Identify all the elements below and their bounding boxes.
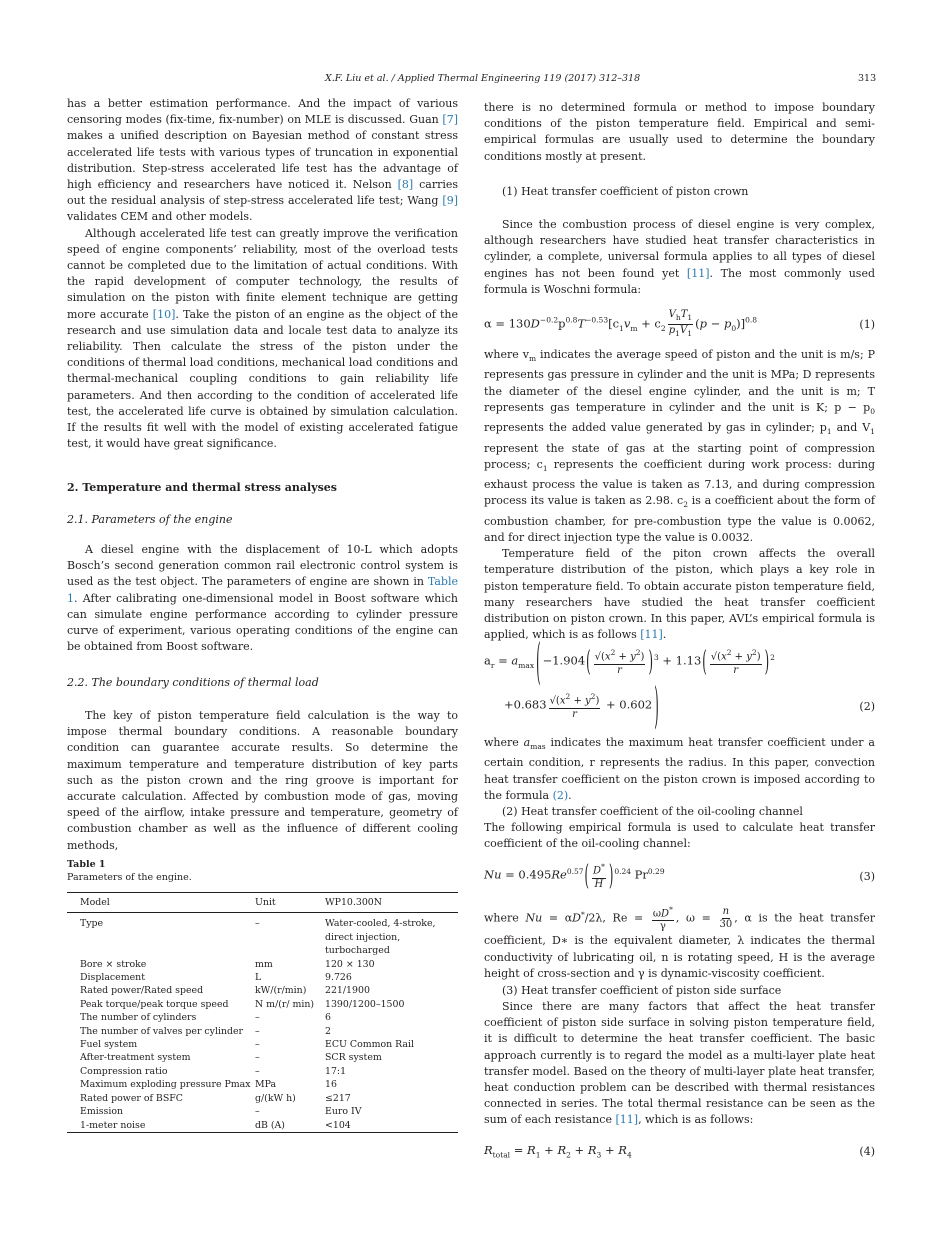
unit-cell: mm — [255, 958, 273, 970]
table-label: Table 1 — [67, 859, 106, 870]
superscript: −0.53 — [585, 315, 609, 325]
superscript: −0.2 — [539, 315, 559, 325]
subscript: 2 — [566, 1150, 571, 1160]
parameter-cell: 1-meter noise — [80, 1119, 146, 1131]
subscript: r — [490, 661, 495, 671]
parameter-cell: Rated power of BSFC — [80, 1092, 183, 1104]
paragraph: Since the combustion process of diesel engine is very complex, although researchers have studied heat transfer characteristics in cylinder, a complete, universal formula applies to all types of diesel engines has not been found yet [11]. The most commonly used formula is Woschni formula: — [484, 218, 876, 296]
math-variable: R — [557, 1142, 567, 1157]
citation-link[interactable]: [7] — [442, 113, 458, 127]
subscript: mas — [530, 742, 546, 752]
parenthesis: ( — [536, 631, 541, 691]
value-cell: 6 — [325, 1012, 331, 1024]
value-cell: 17:1 — [325, 1065, 347, 1077]
subscript: 1 — [687, 328, 692, 338]
math-variable: R — [618, 1142, 627, 1157]
subsection-heading: 2.1. Parameters of the engine — [67, 513, 233, 526]
fraction — [592, 861, 606, 890]
math-variable: r — [572, 708, 577, 720]
denominator — [733, 665, 738, 677]
subscript: 2 — [660, 323, 666, 333]
equation-body: $a_r = a_{max}$ ( −1.904( $\frac{√(x^2 + y^2)}{r}$ )$^3$ + 1.13( $\frac{√(x^2 + y^2)}{r}$ )$^2$ — [484, 631, 775, 691]
fraction — [668, 309, 694, 340]
superscript: 0.57 — [566, 867, 584, 877]
parenthesis: ) — [654, 675, 659, 735]
equation-3 — [484, 856, 875, 896]
math-variable: R — [587, 1142, 597, 1157]
math-variable: D — [530, 316, 540, 330]
column-header: WP10.300N — [325, 897, 382, 908]
citation-link[interactable]: [9] — [442, 194, 458, 208]
math-variable: v — [623, 316, 631, 330]
numerator: $√(x^2 + y^2)$ — [549, 692, 600, 707]
subscript: 4 — [626, 1150, 632, 1160]
subsection-heading: 2.2. The boundary conditions of thermal load — [67, 676, 319, 689]
math-variable: p — [668, 324, 676, 336]
superscript: 0.29 — [647, 867, 665, 877]
parameter-cell: Maximum exploding pressure Pmax — [80, 1079, 251, 1091]
parameter-cell: Fuel system — [80, 1039, 138, 1051]
denominator — [595, 879, 604, 891]
numerator — [722, 906, 730, 919]
equation-2-line-1 — [484, 631, 875, 691]
numerator: ωD* — [652, 905, 673, 920]
parameter-cell: Bore × stroke — [80, 958, 147, 970]
math-variable: x — [721, 651, 727, 663]
superscript: * — [669, 905, 673, 914]
math-variable: r — [733, 664, 739, 676]
value-cell: 221/1900 — [325, 985, 370, 997]
math-variable: Nu — [484, 867, 502, 882]
superscript: 2 — [590, 692, 596, 702]
denominator: 30 — [719, 919, 733, 931]
item-heading: (3) Heat transfer coefficient of piston side surface — [502, 983, 782, 997]
denominator — [669, 325, 692, 340]
value-cell: ≤217 — [325, 1092, 351, 1104]
parenthesis: ) — [764, 644, 770, 678]
subscript: total — [492, 1150, 511, 1160]
paragraph: Although accelerated life test can greatly improve the verification speed of engine components’ reliability, most of the overload tests cannot be completed due to the limitation of actual conditions. With the rapid development of computer technology, the results of simulation on the piston with finite element technique are getting more accurate [10]. Take the piston of an engine as the object of the research and use simulation data and locale test data to analyze its reliability. Then calculate the stress of the piston under the conditions of thermal load conditions, mechanical load conditions and thermal-mechanical coupling conditions to gain reliability life parameters. And then according to the condition of accelerated life test, the accelerated life curve is obtained by simulation calculation. If the results fit well with the model of existing accelerated fatigue test, it would have great significance. — [67, 226, 459, 451]
subscript: 3 — [596, 1150, 602, 1160]
table-row — [67, 1078, 458, 1091]
math-variable: y — [746, 651, 752, 663]
math-variable: D — [572, 911, 581, 925]
paragraph: where Nu = αD*/2λ, Re = $\frac{\omega D^*}{\gamma}$ , ω = $\frac{n}{30}$ , α is the heat transfer coefficient, D∗ is the equivalent diameter, λ indicates the thermal conductivity of lubricating oil, n is rotating speed, H is the average height of cross-section and γ is dynamic-viscosity coefficient. — [484, 905, 875, 981]
math-variable: R — [484, 1142, 493, 1157]
value-cell: SCR system — [325, 1052, 382, 1064]
math-variable: V — [668, 308, 676, 320]
math-variable: y — [585, 695, 591, 707]
table-row — [67, 1105, 458, 1118]
section-heading: 2. Temperature and thermal stress analyses — [67, 481, 337, 494]
citation-link[interactable]: Table 1 — [67, 575, 458, 605]
paragraph: A diesel engine with the displacement of 10-L which adopts Bosch’s second generation common rail electronic control system is used as the test object. The parameters of engine are shown in Table 1. After calibrating one-dimensional model in Boost software which can simulate engine performance according to cylinder pressure curve of experiment, various operating conditions of the engine can be obtained from Boost software. — [67, 543, 458, 654]
table-row — [67, 1051, 458, 1064]
subscript: max — [518, 661, 535, 671]
math-variable: V — [679, 324, 688, 336]
superscript: 2 — [565, 692, 571, 702]
unit-cell: MPa — [255, 1079, 277, 1091]
math-variable: x — [559, 695, 566, 707]
math-variable: T — [680, 308, 688, 320]
paragraph: The key of piston temperature field calculation is the way to impose thermal boundary conditions. A reasonable boundary condition can guarantee accurate results. So determine the maximum temperature and temperature distribution of key parts such as the piston crown and the ring groove is important for accurate calculation. Affected by combustion mode of gas, moving speed of the airflow, intake pressure and temperature, geometry of combustion chamber as well as the influence of different cooling methods, — [67, 709, 458, 852]
table-row — [67, 1038, 458, 1051]
running-title: X.F. Liu et al. / Applied Thermal Engineering 119 (2017) 312–318 — [325, 73, 641, 84]
superscript: 0.8 — [745, 315, 758, 325]
math-variable: D — [593, 865, 602, 877]
value-cell: 120 × 130 — [325, 958, 375, 970]
subscript: 1 — [687, 312, 693, 322]
math-variable: T — [577, 316, 586, 330]
equation-number: (4) — [859, 1144, 875, 1158]
paragraph: Since there are many factors that affect the heat transfer coefficient of piston side surface in solving piston temperature field, it is difficult to determine the heat transfer coefficient. The basic approach currently is to regard the model as a multi-layer plate heat transfer model. Based on the theory of multi-layer plate heat transfer, heat conduction problem can be described with thermal resistances connected in series. The total thermal resistance can be seen as the sum of each resistance [11], which is as follows: — [484, 1000, 875, 1127]
math-variable: x — [604, 651, 611, 663]
equation-body: +0.683 $\frac{√(x^2 + y^2)}{r}$ + 0.602 ) — [504, 675, 659, 735]
math-variable: y — [630, 651, 636, 663]
table-caption: Parameters of the engine. — [67, 872, 192, 883]
value-cell: 1390/1200–1500 — [325, 998, 405, 1010]
subscript: 0 — [870, 406, 875, 416]
equation-1 — [484, 306, 875, 342]
equation-4 — [484, 1142, 875, 1160]
math-variable: Re — [551, 867, 567, 882]
parenthesis: ( — [702, 644, 707, 678]
unit-cell: dB (A) — [255, 1119, 285, 1131]
parameter-cell: Rated power/Rated speed — [80, 985, 204, 997]
table-row — [67, 971, 458, 984]
paragraph: has a better estimation performance. And the impact of various censoring modes (fix-time, fix-number) on MLE is discussed. Guan [7] makes a unified description on Bayesian method of constant stress accelerated life tests with various types of truncation in exponential distribution. Step-stress accelerated life test has the advantage of high efficiency and researchers have noticed it. Nelson [8] carries out the residual analysis of step-stress accelerated life test; Wang [9] validates CEM and other models. — [67, 97, 459, 224]
math-variable: R — [527, 1142, 536, 1157]
citation-link[interactable]: [10] — [152, 307, 176, 321]
unit-cell: – — [255, 1039, 260, 1051]
paragraph: Temperature field of the piton crown affects the overall temperature distribution of the piston, which plays a key role in piston temperature field. To obtain accurate piston temperature field, many researchers have studied the heat transfer coefficient distribution on piston crown. In this paper, AVL’s empirical formula is applied, which is as follows [11]. — [484, 547, 875, 642]
superscript: * — [580, 910, 585, 919]
math-variable: p — [723, 316, 732, 330]
equation-2-line-2 — [484, 675, 875, 735]
parameter-cell: The number of valves per cylinder — [80, 1025, 244, 1037]
citation-link[interactable]: [11] — [640, 628, 663, 642]
superscript: 3 — [653, 653, 659, 663]
superscript: 0.8 — [565, 315, 578, 325]
citation-link[interactable]: [8] — [397, 178, 414, 192]
math-variable: D — [661, 908, 670, 920]
math-variable: r — [617, 664, 622, 676]
unit-cell: kW/(r/min) — [255, 985, 307, 997]
table-row — [67, 998, 458, 1011]
item-heading: (1) Heat transfer coefficient of piston crown — [502, 185, 749, 198]
subscript: 1 — [619, 323, 624, 333]
superscript: * — [601, 862, 605, 872]
math-variable: Nu — [525, 911, 543, 925]
equation-number: (1) — [859, 317, 875, 331]
denominator — [572, 709, 577, 721]
numerator: $√(x^2 + y^2)$ — [594, 648, 645, 663]
parameter-cell: The number of cylinders — [80, 1012, 197, 1024]
fraction — [594, 647, 646, 676]
parameters-table — [67, 892, 458, 1133]
numerator: $√(x^2 + y^2)$ — [710, 648, 761, 663]
left-column — [67, 96, 458, 452]
unit-cell: – — [255, 1012, 260, 1024]
parameter-cell: Displacement — [80, 972, 145, 984]
subscript: m — [528, 354, 537, 364]
column-header: Model — [80, 897, 110, 908]
equation-body: $R_{total} = R_1 + R_2 + R_3 + R_4$ — [484, 1142, 632, 1160]
equation-body: $Nu = 0.495Re^{0.57}$( $\frac{D^*}{H}$ )$^{0.24}$ $Pr^{0.29}$ — [484, 858, 665, 892]
value-cell: 9.726 — [325, 972, 352, 984]
paragraph: where $a_{mas}$ indicates the maximum heat transfer coefficient under a certain condition, r represents the radius. In this paper, convection heat transfer coefficient on the piston crown is imposed according to the formula (2). — [484, 736, 875, 802]
subscript: 1 — [870, 427, 875, 437]
citation-link[interactable]: [11] — [686, 266, 710, 280]
subscript: 0 — [731, 323, 737, 333]
unit-cell: N m/(r/ min) — [255, 998, 315, 1010]
subscript: 2 — [683, 500, 689, 510]
parenthesis: ( — [584, 858, 590, 892]
unit-cell: g/(kW h) — [255, 1092, 296, 1104]
subscript: 1 — [535, 1150, 541, 1160]
subscript: m — [630, 323, 638, 333]
parenthesis: ) — [648, 644, 653, 678]
unit-cell: L — [255, 972, 262, 984]
fraction — [652, 904, 674, 933]
citation-link[interactable]: [11] — [615, 1113, 639, 1127]
subscript: 1 — [675, 328, 680, 338]
parameter-cell: Emission — [80, 1106, 124, 1118]
superscript: 2 — [635, 648, 641, 658]
equation-body: $\alpha = 130D^{-0.2}p^{0.8}T^{-0.53}[c_1v_m + c_2$ $\frac{V_hT_1}{p_1V_1}$ $(p - p_0)]^{0.8}$ — [484, 308, 758, 338]
table-row — [67, 913, 458, 958]
unit-cell: – — [255, 1065, 260, 1077]
paragraph: The following empirical formula is used to calculate heat transfer coefficient of the oil-cooling channel: — [484, 821, 875, 851]
item-heading: (2) Heat transfer coefficient of the oil-cooling channel — [502, 805, 803, 818]
table-row — [67, 984, 458, 997]
table-row — [67, 1092, 458, 1105]
denominator — [617, 665, 622, 677]
math-variable: a — [523, 736, 531, 749]
unit-cell: – — [255, 1052, 260, 1064]
superscript: 2 — [610, 648, 616, 658]
numerator — [668, 309, 694, 325]
value-cell: Water-cooled, 4-stroke, direct injection, turbocharged — [325, 918, 436, 957]
equation-number: (2) — [859, 699, 875, 713]
paragraph: there is no determined formula or method to impose boundary conditions of the piston temperature field. Empirical and semi-empirical formulas are usually used to determine the boundary conditions mostly at present. — [484, 101, 875, 163]
parenthesis: ) — [608, 858, 614, 892]
subscript: 1 — [826, 427, 832, 437]
fraction — [549, 691, 601, 720]
table-row — [67, 1065, 458, 1078]
table-1 — [67, 858, 458, 1133]
subscript: h — [675, 312, 681, 322]
parenthesis: ( — [586, 644, 591, 678]
value-cell: ECU Common Rail — [325, 1039, 415, 1051]
superscript: 2 — [726, 648, 732, 658]
parameter-cell: Peak torque/peak torque speed — [80, 998, 229, 1010]
paragraph: where $v_m$ indicates the average speed of piston and the unit is m/s; P represents gas pressure in cylinder and the unit is MPa; D represents the diameter of the diesel engine cylinder, and the unit is m; T represents gas temperature in cylinder and the unit is K; $p - p_0$ represents the added value generated by gas in cylinder; $p_1$ and $V_1$ represent the state of gas at the starting point of compression process; $c_1$ represents the coefficient during work process: during exhaust process the value is taken as 7.13, and during compression process its value is taken as 2.98. $c_2$ is a coefficient about the form of combustion chamber, for pre-combustion type the value is 0.0062, and for direct injection type the value is 0.0032. — [484, 348, 875, 544]
page-number: 313 — [858, 73, 877, 84]
parameter-cell: After-treatment system — [80, 1052, 191, 1064]
numerator — [592, 861, 606, 878]
value-cell: <104 — [325, 1119, 351, 1131]
superscript: 2 — [751, 648, 757, 658]
parameter-cell: Compression ratio — [80, 1065, 168, 1077]
table-row — [67, 1025, 458, 1038]
table-row — [67, 1119, 458, 1133]
parameter-cell: Type — [80, 918, 104, 930]
equation-number: (3) — [859, 869, 875, 883]
subscript: 1 — [542, 463, 548, 473]
math-variable: p — [699, 316, 708, 330]
value-cell: 16 — [325, 1079, 337, 1091]
unit-cell: – — [255, 918, 260, 930]
table-row — [67, 958, 458, 971]
unit-cell: – — [255, 1025, 260, 1037]
unit-cell: – — [255, 1106, 260, 1118]
denominator: γ — [659, 921, 666, 933]
column-header: Unit — [255, 897, 276, 908]
fraction — [719, 906, 732, 931]
superscript: 2 — [770, 653, 775, 663]
table-row — [67, 1011, 458, 1024]
value-cell: 2 — [325, 1025, 331, 1037]
superscript: 0.24 — [614, 867, 632, 877]
fraction — [710, 647, 762, 676]
math-variable: H — [594, 878, 604, 890]
math-variable: n — [722, 906, 730, 918]
value-cell: Euro IV — [325, 1106, 362, 1118]
citation-link[interactable]: (2) — [552, 788, 569, 802]
math-variable: a — [511, 653, 519, 668]
